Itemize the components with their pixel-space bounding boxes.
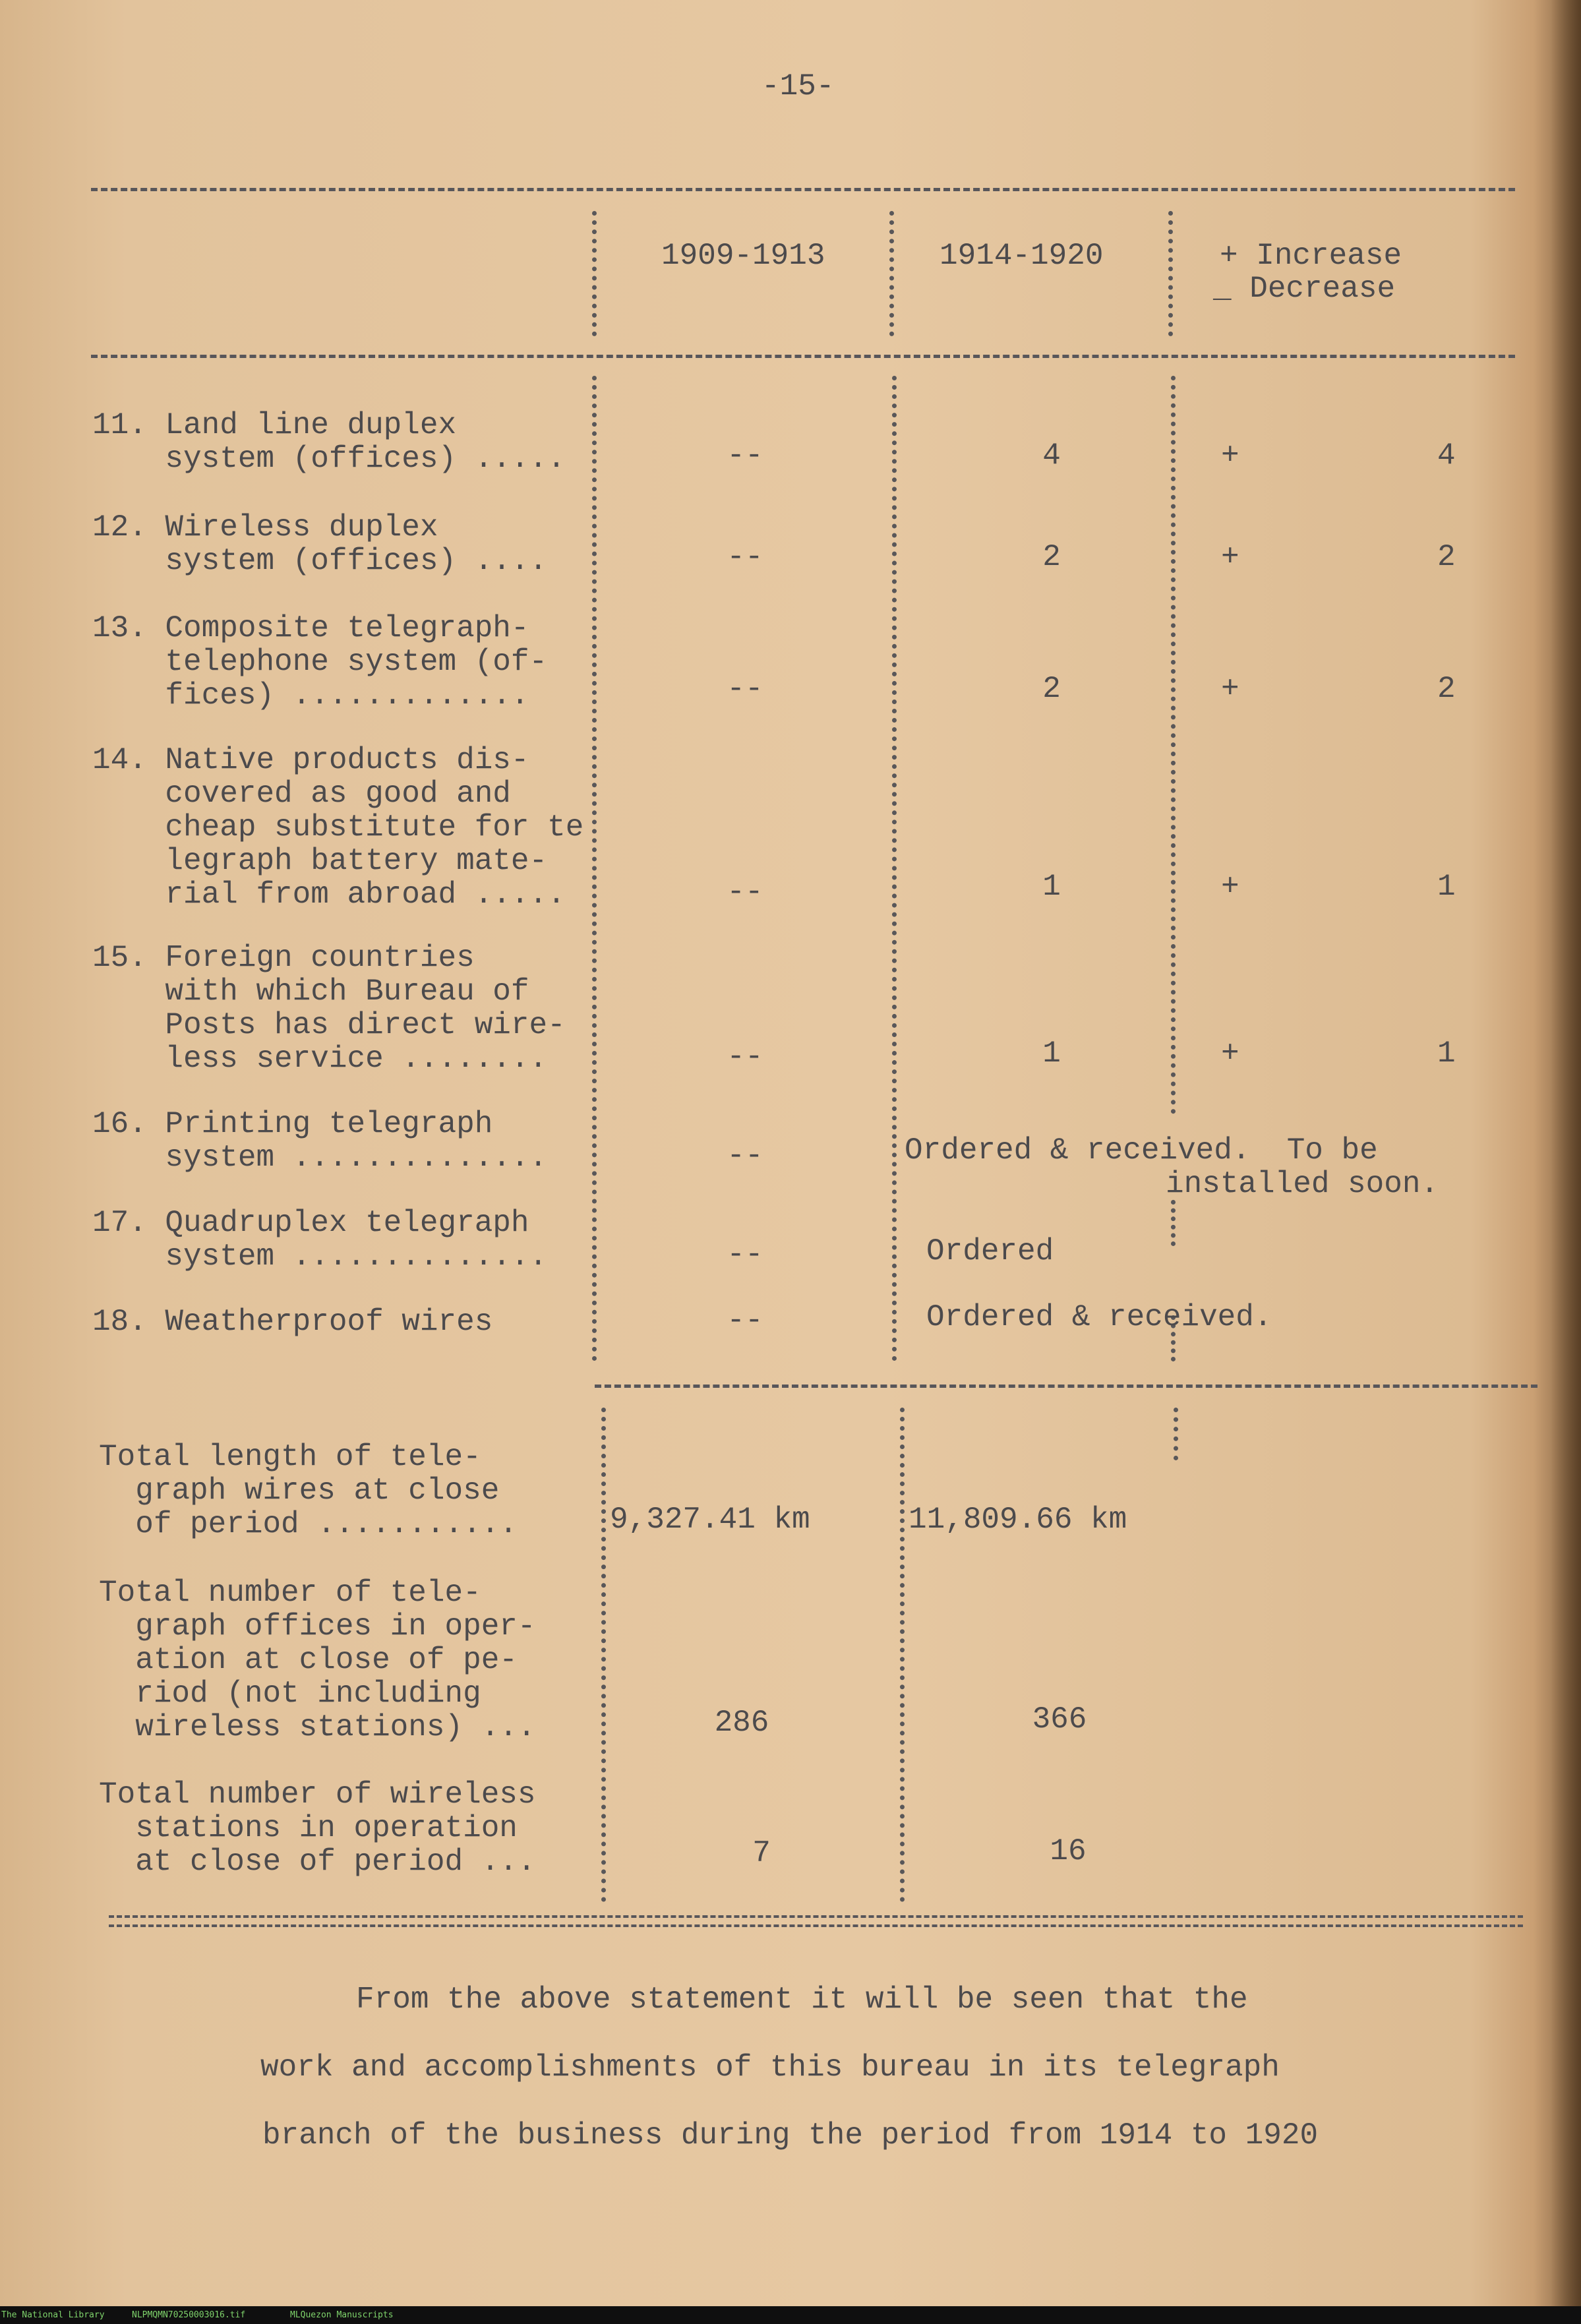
totals-label-line: riod (not including	[99, 1677, 481, 1711]
page-number: -15-	[761, 69, 835, 104]
row-label-line: system (offices) .....	[92, 442, 566, 476]
row-label-line: legraph battery mate-	[92, 844, 548, 878]
row-label-line: fices) .............	[92, 678, 529, 713]
totals-top-rule	[595, 1385, 1537, 1388]
row-label-line: cheap substitute for te	[92, 810, 584, 845]
row-label-line: 16. Printing telegraph	[92, 1107, 493, 1141]
column-separator	[1174, 1408, 1178, 1460]
column-separator	[900, 1408, 905, 1902]
totals-label-line: stations in operation	[99, 1811, 518, 1845]
value-1914-1920: 2	[1042, 672, 1061, 706]
value-1909-1913: --	[727, 1303, 763, 1338]
total-value-1914-1920: 16	[1050, 1834, 1087, 1868]
paragraph-line: work and accomplishments of this bureau in its telegraph	[260, 2050, 1280, 2085]
change-sign: +	[1221, 870, 1239, 904]
value-1909-1913: --	[727, 672, 763, 706]
change-value: 1	[1437, 870, 1456, 904]
table-bottom-double-rule	[109, 1915, 1523, 1927]
value-1909-1913: --	[727, 1139, 763, 1173]
total-value-1909-1913: 286	[714, 1706, 769, 1740]
totals-label-line: graph wires at close	[99, 1474, 500, 1508]
change-sign: +	[1221, 1036, 1239, 1071]
status-note-continued: installed soon.	[1166, 1167, 1439, 1201]
totals-label-line: Total number of tele-	[99, 1576, 481, 1610]
scan-footer-strip	[0, 2306, 1581, 2324]
row-label-line: 13. Composite telegraph-	[92, 611, 529, 645]
header-increase: + Increase	[1220, 239, 1402, 273]
totals-label-line: ation at close of pe-	[99, 1643, 518, 1677]
header-bottom-rule	[91, 355, 1515, 358]
totals-label-line: of period ...........	[99, 1507, 518, 1541]
row-label-line: system (offices) ....	[92, 544, 548, 578]
row-label-line: 17. Quadruplex telegraph	[92, 1206, 529, 1240]
column-separator	[892, 376, 897, 1361]
page-edge-shadow	[1551, 0, 1581, 2306]
value-1909-1913: --	[727, 1237, 763, 1272]
status-note: Ordered & received. To be	[905, 1133, 1378, 1168]
paragraph-line: branch of the business during the period from 1914 to 1920	[262, 2118, 1319, 2153]
footer-library: The National Library	[1, 2310, 105, 2320]
column-separator	[1171, 1200, 1176, 1246]
footer-collection: MLQuezon Manuscripts	[290, 2310, 394, 2320]
row-label-line: less service ........	[92, 1042, 548, 1076]
header-col-1909-1913: 1909-1913	[661, 239, 825, 273]
value-1914-1920: 1	[1042, 870, 1061, 904]
row-label-line: 18. Weatherproof wires	[92, 1305, 493, 1339]
value-1909-1913: --	[727, 875, 763, 909]
value-1914-1920: 1	[1042, 1036, 1061, 1071]
change-sign: +	[1221, 438, 1239, 473]
table-top-rule	[91, 188, 1515, 191]
change-value: 4	[1437, 438, 1456, 473]
row-label-line: system ..............	[92, 1141, 548, 1175]
status-note: Ordered & received.	[926, 1300, 1272, 1334]
column-separator	[889, 211, 894, 336]
column-separator	[1171, 376, 1176, 1114]
value-1909-1913: --	[727, 1040, 763, 1074]
totals-label-line: Total length of tele-	[99, 1440, 481, 1474]
value-1909-1913: --	[727, 540, 763, 574]
totals-label-line: Total number of wireless	[99, 1777, 536, 1812]
totals-label-line: graph offices in oper-	[99, 1609, 536, 1644]
row-label-line: 11. Land line duplex	[92, 408, 457, 442]
column-separator	[592, 211, 597, 336]
value-1909-1913: --	[727, 438, 763, 473]
row-label-line: rial from abroad .....	[92, 878, 566, 912]
change-value: 1	[1437, 1036, 1456, 1071]
header-decrease: _ Decrease	[1213, 272, 1396, 306]
value-1914-1920: 2	[1042, 540, 1061, 574]
totals-label-line: at close of period ...	[99, 1845, 536, 1879]
change-sign: +	[1221, 540, 1239, 574]
row-label-line: with which Bureau of	[92, 974, 529, 1009]
totals-label-line: wireless stations) ...	[99, 1710, 536, 1744]
row-label-line: telephone system (of-	[92, 645, 548, 679]
value-1914-1920: 4	[1042, 438, 1061, 473]
row-label-line: Posts has direct wire-	[92, 1008, 566, 1042]
paragraph-line: From the above statement it will be seen that the	[356, 1982, 1248, 2017]
column-separator	[1168, 211, 1173, 336]
total-value-1909-1913: 9,327.41 km	[610, 1503, 810, 1537]
row-label-line: covered as good and	[92, 777, 511, 811]
total-value-1909-1913: 7	[752, 1836, 771, 1870]
footer-file: NLPMQMN70250003016.tif	[132, 2310, 246, 2320]
header-col-1914-1920: 1914-1920	[940, 239, 1104, 273]
column-separator	[592, 376, 597, 1361]
change-value: 2	[1437, 540, 1456, 574]
total-value-1914-1920: 366	[1032, 1702, 1087, 1737]
change-sign: +	[1221, 672, 1239, 706]
row-label-line: 15. Foreign countries	[92, 941, 475, 975]
total-value-1914-1920: 11,809.66 km	[909, 1503, 1127, 1537]
column-separator	[601, 1408, 606, 1902]
row-label-line: 14. Native products dis-	[92, 743, 529, 777]
status-note: Ordered	[926, 1234, 1054, 1268]
row-label-line: system ..............	[92, 1239, 548, 1274]
change-value: 2	[1437, 672, 1456, 706]
row-label-line: 12. Wireless duplex	[92, 510, 438, 545]
